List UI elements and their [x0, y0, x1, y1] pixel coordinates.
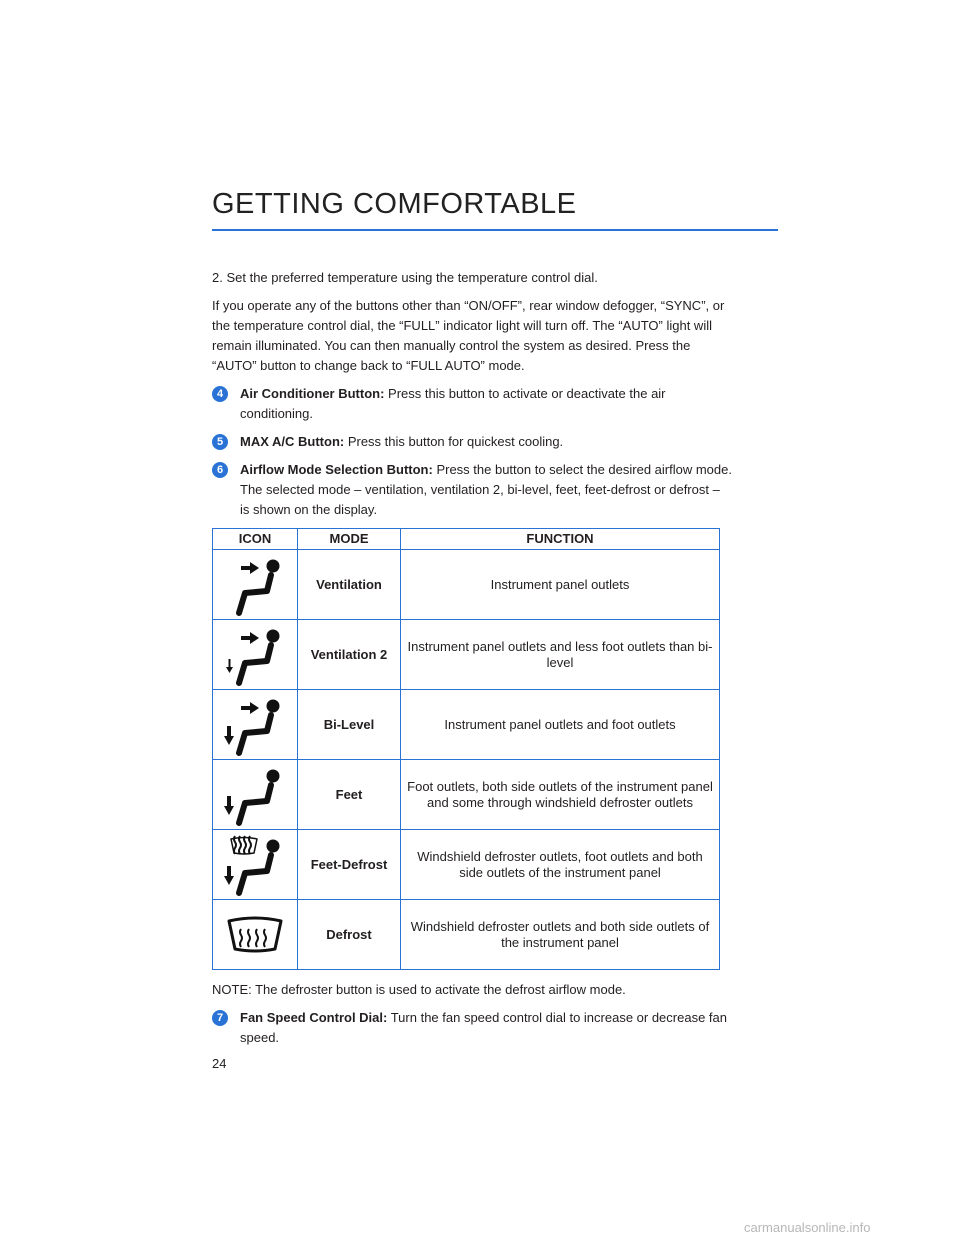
- header-function: FUNCTION: [401, 529, 720, 550]
- mode-cell: Ventilation 2: [298, 620, 401, 690]
- item-number-badge: 4: [212, 386, 228, 402]
- feet-icon: [213, 760, 298, 830]
- function-cell: Windshield defroster outlets, foot outlets and both side outlets of the instrument panel: [401, 830, 720, 900]
- intro-paragraph: If you operate any of the buttons other than “ON/OFF”, rear window defogger, “SYNC”, or the temperature control dial, the “FULL” indicator light will turn off. The “AUTO” light will remain illuminated. You can then manually control the system as desired. Press the “AUTO” button to change back to “FULL AUTO” mode.: [212, 298, 725, 373]
- item-text: Press this button for quickest cooling.: [344, 434, 564, 449]
- mode-cell: Defrost: [298, 900, 401, 970]
- table-row: [213, 620, 720, 690]
- function-cell: Instrument panel outlets and less foot outlets than bi-level: [401, 620, 720, 690]
- item-title: Airflow Mode Selection Button:: [240, 462, 433, 477]
- defrost-icon: [213, 900, 298, 970]
- bi-level-icon: [213, 690, 298, 760]
- ventilation-icon: [213, 550, 298, 620]
- function-cell: Windshield defroster outlets and both side outlets of the instrument panel: [401, 900, 720, 970]
- function-cell: Instrument panel outlets and foot outlets: [401, 690, 720, 760]
- title-rule: [212, 229, 778, 231]
- item-4: [212, 384, 732, 424]
- item-number-badge: 6: [212, 462, 228, 478]
- function-cell: Instrument panel outlets: [401, 550, 720, 620]
- table-row: [213, 550, 720, 620]
- table-row: [213, 690, 720, 760]
- mode-cell: Feet-Defrost: [298, 830, 401, 900]
- body-content: [212, 268, 732, 1056]
- mode-cell: Ventilation: [298, 550, 401, 620]
- ventilation-2-icon: [213, 620, 298, 690]
- item-6: [212, 460, 732, 520]
- table-row: [213, 900, 720, 970]
- table-row: [213, 760, 720, 830]
- note-text: NOTE: The defroster button is used to activate the defrost airflow mode.: [212, 982, 626, 997]
- mode-cell: Feet: [298, 760, 401, 830]
- table-header-row: [213, 529, 720, 550]
- item-number-badge: 5: [212, 434, 228, 450]
- header-mode: MODE: [298, 529, 401, 550]
- item-title: Air Conditioner Button:: [240, 386, 385, 401]
- item-text: Turn the fan speed control dial to increase or decrease fan speed.: [240, 1010, 727, 1045]
- table-row: [213, 830, 720, 900]
- item-5: [212, 432, 732, 452]
- item-title: MAX A/C Button:: [240, 434, 345, 449]
- airflow-mode-table: [212, 528, 720, 970]
- mode-cell: Bi-Level: [298, 690, 401, 760]
- item-7: [212, 1008, 732, 1048]
- item-text: Press this button to activate or deactivate the air conditioning.: [240, 386, 666, 421]
- function-cell: Foot outlets, both side outlets of the instrument panel and some through windshield defroster outlets: [401, 760, 720, 830]
- step-2-text: 2. Set the preferred temperature using the temperature control dial.: [212, 270, 598, 285]
- page-title: GETTING COMFORTABLE: [212, 188, 577, 220]
- item-title: Fan Speed Control Dial:: [240, 1010, 388, 1025]
- item-number-badge: 7: [212, 1010, 228, 1026]
- page-number: 24: [212, 1056, 227, 1071]
- watermark: carmanualsonline.info: [744, 1220, 871, 1235]
- feet-defrost-icon: [213, 830, 298, 900]
- header-icon: ICON: [213, 529, 298, 550]
- item-text: Press the button to select the desired airflow mode. The selected mode – ventilation, ventilation 2, bi-level, feet, feet-defrost or defrost – is shown on the display.: [240, 462, 732, 517]
